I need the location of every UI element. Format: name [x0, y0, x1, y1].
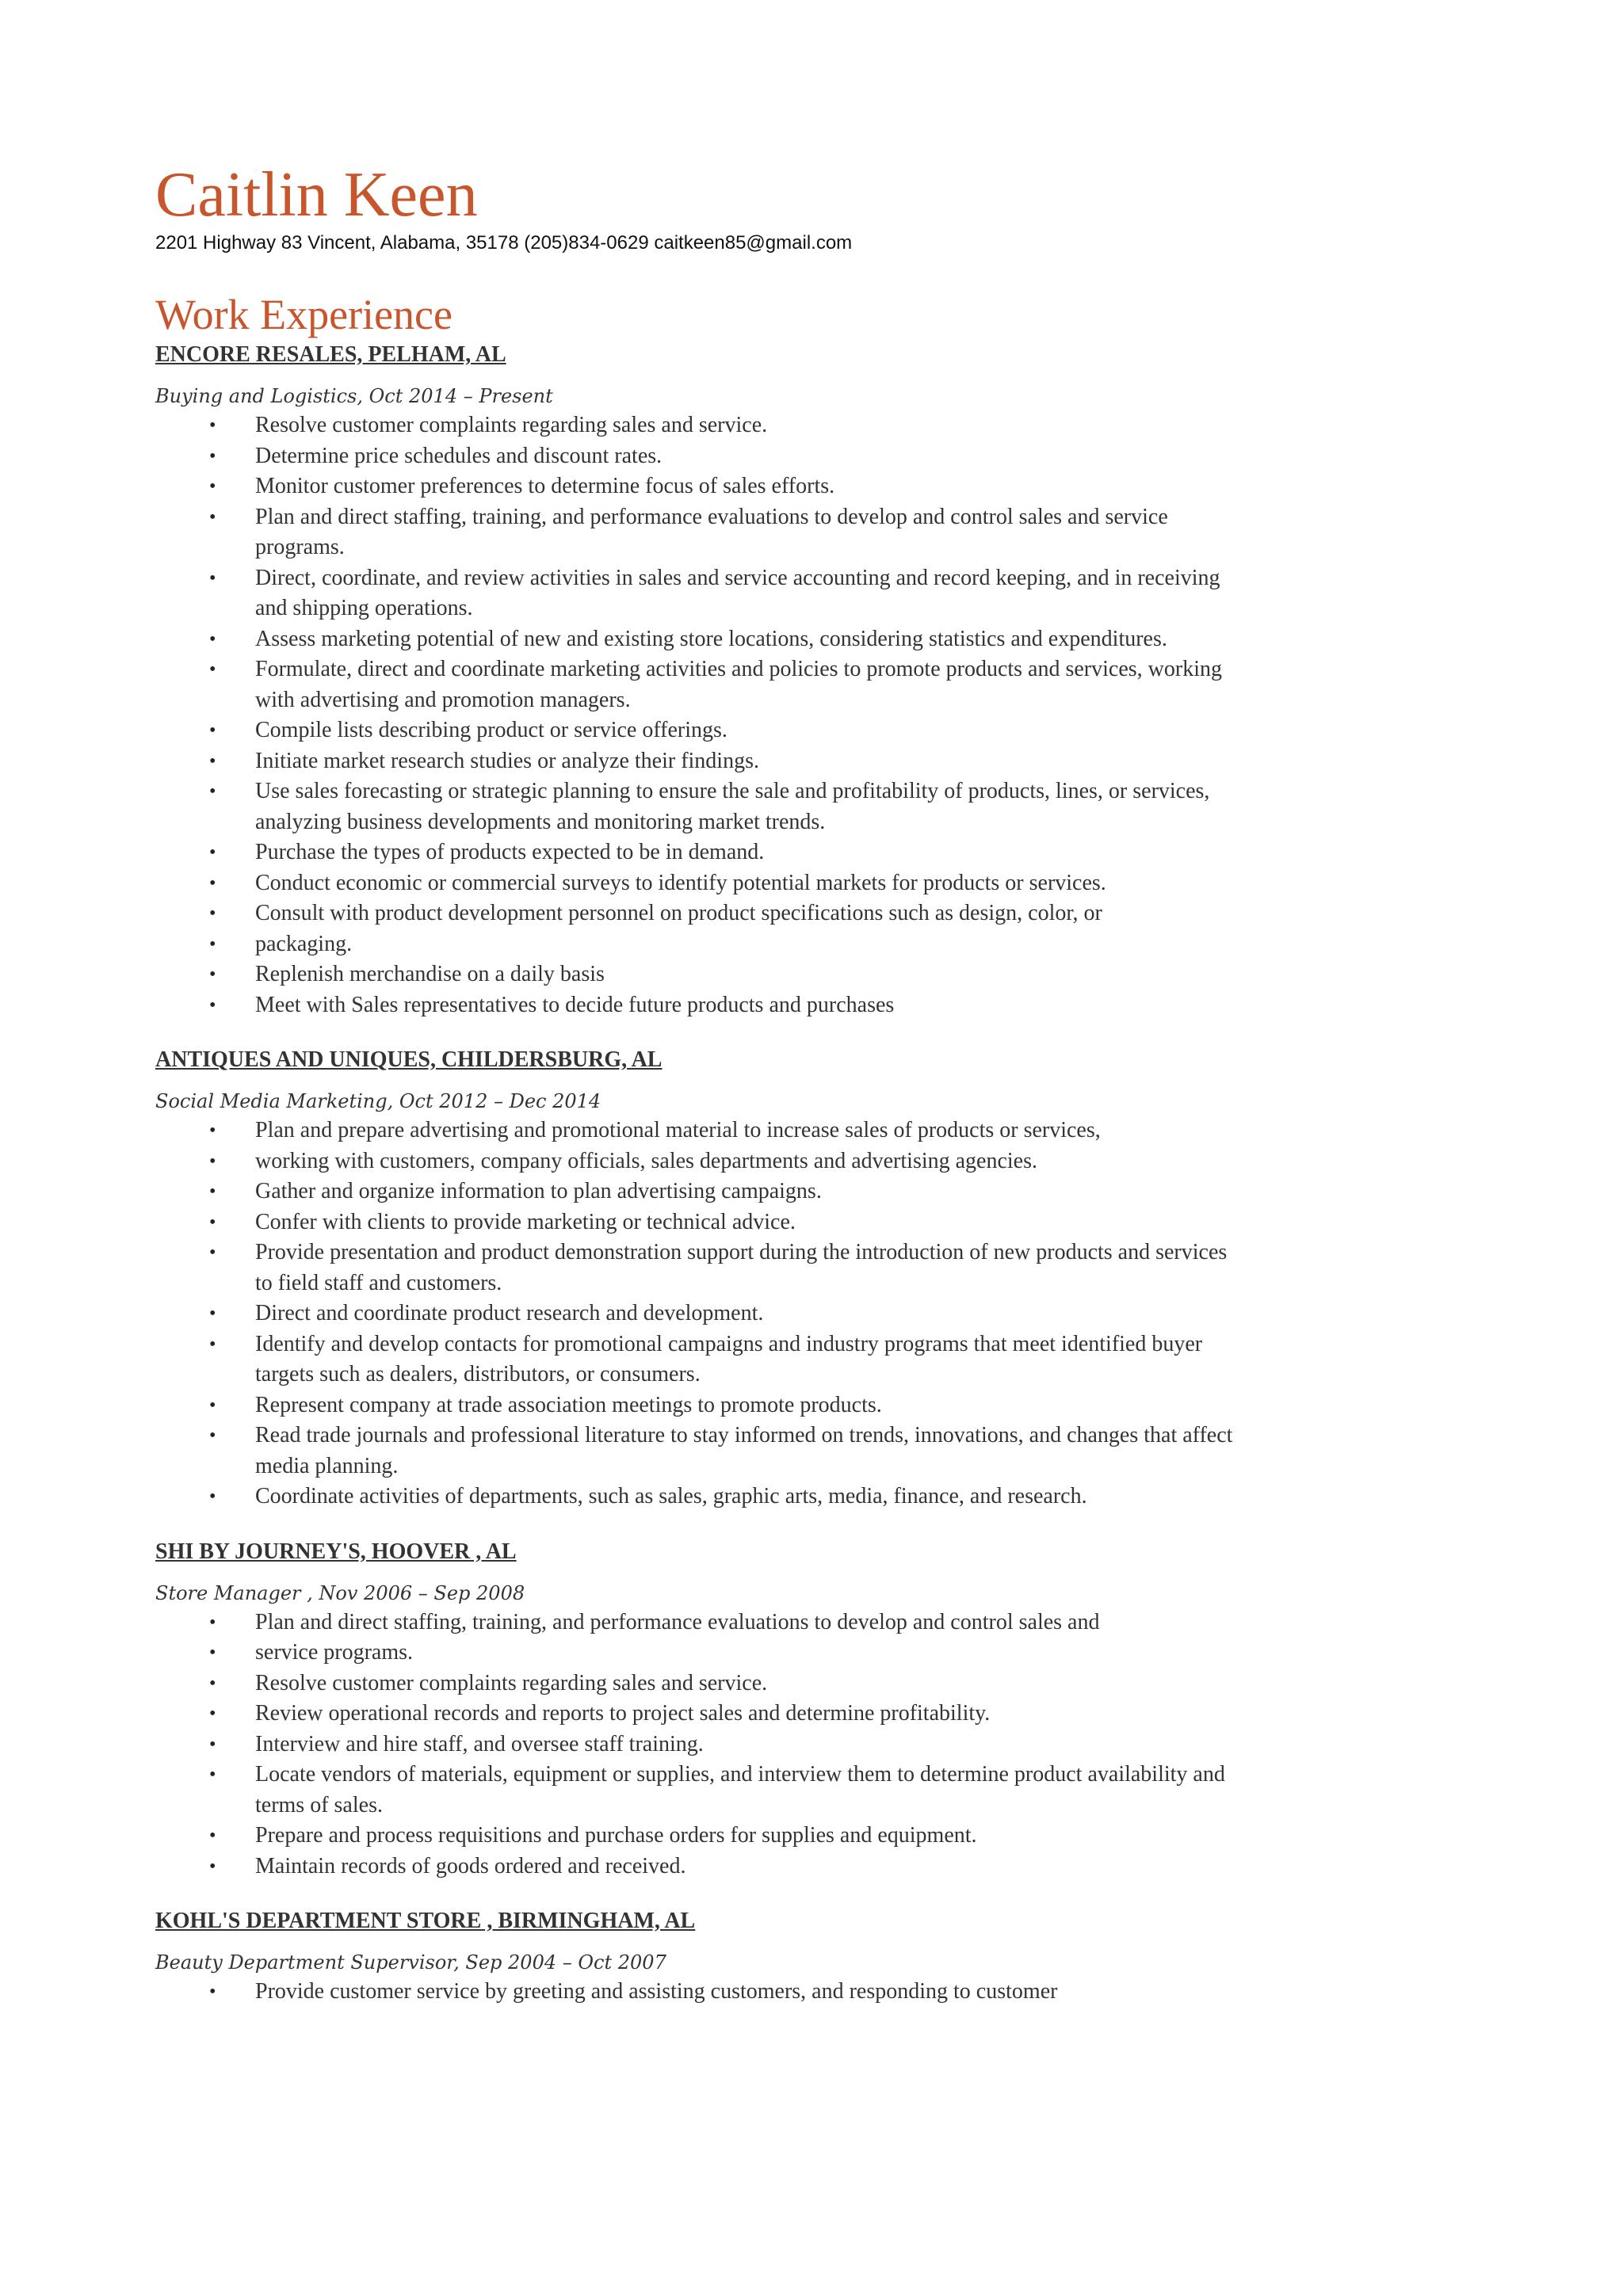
bullet-icon: • [209, 1394, 216, 1416]
duty-item [155, 1482, 1249, 1512]
duty-item [155, 502, 1249, 563]
bullet-icon: • [209, 1703, 216, 1724]
bullet-icon: • [209, 994, 216, 1016]
bullet-icon: • [209, 415, 216, 436]
section-title-work-experience: Work Experience [155, 291, 453, 338]
duty-text: Plan and direct staffing, training, and performance evaluations to develop and control sales and [255, 1609, 1100, 1634]
duty-item [155, 1760, 1249, 1821]
resume-page [155, 158, 1503, 2008]
duty-text: Meet with Sales representatives to decide future products and purchases [255, 992, 895, 1017]
duty-item [155, 776, 1249, 837]
bullet-icon: • [209, 1333, 216, 1355]
bullet-icon: • [209, 1642, 216, 1663]
duty-text: Initiate market research studies or analyze their findings. [255, 748, 759, 773]
duty-item [155, 1699, 1249, 1730]
duty-item [155, 746, 1249, 777]
bullet-icon: • [209, 659, 216, 680]
bullet-icon: • [209, 1733, 216, 1755]
duty-text: Conduct economic or commercial surveys to identify potential markets for products or services. [255, 870, 1106, 895]
duty-text: Purchase the types of products expected to be in demand. [255, 840, 765, 864]
bullet-icon: • [209, 628, 216, 650]
duty-item [155, 1207, 1249, 1238]
duty-item [155, 1821, 1249, 1852]
duty-item [155, 898, 1249, 929]
duty-text: Monitor customer preferences to determine focus of sales efforts. [255, 474, 835, 498]
duty-text: Plan and direct staffing, training, and performance evaluations to develop and control sales and service programs. [255, 504, 1168, 559]
bullet-icon: • [209, 567, 216, 589]
job-entry [155, 1536, 1503, 1882]
bullet-icon: • [209, 1981, 216, 2002]
job-company: ANTIQUES AND UNIQUES, CHILDERSBURG, AL [155, 1047, 663, 1072]
candidate-name: Caitlin Keen [155, 160, 478, 230]
duty-item [155, 1730, 1249, 1760]
bullet-icon: • [209, 1425, 216, 1446]
bullet-icon: • [209, 1181, 216, 1202]
job-role: Buying and Logistics, Oct 2014 – Present [155, 385, 553, 407]
duty-text: Locate vendors of materials, equipment or supplies, and interview them to determine product availability and terms of sales. [255, 1762, 1225, 1817]
duty-text: Replenish merchandise on a daily basis [255, 962, 605, 986]
duty-text: Use sales forecasting or strategic planning to ensure the sale and profitability of products, lines, or services, analyzing business developments and monitoring market trends. [255, 779, 1210, 834]
duty-text: Compile lists describing product or service offerings. [255, 718, 727, 742]
job-entry [155, 1044, 1503, 1512]
duty-text: Assess marketing potential of new and existing store locations, considering statistics and expenditures. [255, 626, 1167, 651]
duty-text: Maintain records of goods ordered and received. [255, 1853, 686, 1878]
duty-item [155, 441, 1249, 472]
contact-info: 2201 Highway 83 Vincent, Alabama, 35178 (205)834-0629 caitkeen85@gmail.com [155, 232, 853, 254]
duty-text: Resolve customer complaints regarding sales and service. [255, 1670, 768, 1695]
bullet-icon: • [209, 1855, 216, 1877]
duty-item [155, 410, 1249, 441]
duty-text: Gather and organize information to plan advertising campaigns. [255, 1179, 822, 1203]
bullet-icon: • [209, 476, 216, 497]
job-duties-list [155, 1977, 1249, 2008]
duty-item [155, 1116, 1249, 1146]
job-role: Beauty Department Supervisor, Sep 2004 – Oct 2007 [155, 1951, 666, 1974]
job-role: Social Media Marketing, Oct 2012 – Dec 2014 [155, 1090, 601, 1112]
duty-item [155, 990, 1249, 1021]
duty-item [155, 1638, 1249, 1669]
duty-text: Identify and develop contacts for promotional campaigns and industry programs that meet identified buyer targets such as dealers, distributors, or consumers. [255, 1331, 1203, 1386]
duty-item [155, 715, 1249, 746]
bullet-icon: • [209, 1150, 216, 1172]
duty-item [155, 1390, 1249, 1421]
bullet-icon: • [209, 1211, 216, 1233]
duty-item [155, 868, 1249, 899]
duty-item [155, 563, 1249, 624]
bullet-icon: • [209, 1764, 216, 1785]
jobs-list [155, 339, 1503, 2008]
duty-item [155, 1146, 1249, 1177]
duty-text: Provide customer service by greeting and assisting customers, and responding to customer [255, 1979, 1058, 2004]
duty-item [155, 471, 1249, 502]
duty-text: Coordinate activities of departments, such as sales, graphic arts, media, finance, and research. [255, 1484, 1087, 1508]
duty-text: Interview and hire staff, and oversee staff training. [255, 1731, 704, 1756]
duty-text: Consult with product development personnel on product specifications such as design, color, or [255, 901, 1102, 925]
duty-item [155, 654, 1249, 715]
duty-item [155, 959, 1249, 990]
job-duties-list [155, 410, 1249, 1020]
duty-item [155, 1238, 1249, 1299]
duty-text: Plan and prepare advertising and promotional material to increase sales of products or services, [255, 1118, 1101, 1142]
duty-text: working with customers, company officials, sales departments and advertising agencies. [255, 1148, 1037, 1173]
duty-text: Confer with clients to provide marketing or technical advice. [255, 1209, 796, 1234]
bullet-icon: • [209, 872, 216, 894]
bullet-icon: • [209, 1242, 216, 1263]
job-role: Store Manager , Nov 2006 – Sep 2008 [155, 1581, 525, 1604]
duty-item [155, 1608, 1249, 1638]
bullet-icon: • [209, 1486, 216, 1507]
job-company: ENCORE RESALES, PELHAM, AL [155, 342, 506, 367]
bullet-icon: • [209, 933, 216, 955]
duty-text: Resolve customer complaints regarding sales and service. [255, 413, 768, 437]
bullet-icon: • [209, 1303, 216, 1324]
duty-item [155, 1421, 1249, 1482]
job-company: KOHL'S DEPARTMENT STORE , BIRMINGHAM, AL [155, 1909, 696, 1933]
bullet-icon: • [209, 445, 216, 467]
duty-text: Direct and coordinate product research and development. [255, 1301, 764, 1325]
job-entry [155, 1905, 1503, 2008]
bullet-icon: • [209, 506, 216, 528]
job-entry [155, 339, 1503, 1020]
duty-item [155, 1329, 1249, 1390]
duty-item [155, 1977, 1249, 2008]
bullet-icon: • [209, 720, 216, 741]
bullet-icon: • [209, 781, 216, 802]
duty-text: Determine price schedules and discount rates. [255, 443, 663, 468]
duty-item [155, 837, 1249, 868]
job-duties-list [155, 1608, 1249, 1882]
duty-text: Read trade journals and professional literature to stay informed on trends, innovations, and changes that affect media planning. [255, 1423, 1233, 1478]
duty-text: Prepare and process requisitions and purchase orders for supplies and equipment. [255, 1823, 977, 1848]
duty-item [155, 1852, 1249, 1882]
bullet-icon: • [209, 964, 216, 985]
duty-item [155, 624, 1249, 655]
duty-text: packaging. [255, 931, 353, 956]
bullet-icon: • [209, 842, 216, 863]
duty-item [155, 1177, 1249, 1207]
job-company: SHI BY JOURNEY'S, HOOVER , AL [155, 1539, 517, 1564]
duty-item [155, 1299, 1249, 1329]
duty-item [155, 929, 1249, 960]
duty-text: Represent company at trade association meetings to promote products. [255, 1392, 882, 1417]
duty-item [155, 1669, 1249, 1699]
duty-text: Formulate, direct and coordinate marketing activities and policies to promote products and services, working with advertising and promotion managers. [255, 657, 1222, 712]
duty-text: service programs. [255, 1640, 414, 1665]
job-duties-list [155, 1116, 1249, 1512]
bullet-icon: • [209, 1825, 216, 1846]
duty-text: Review operational records and reports to project sales and determine profitability. [255, 1701, 991, 1726]
bullet-icon: • [209, 1120, 216, 1141]
duty-text: Provide presentation and product demonstration support during the introduction of new products and services to field staff and customers. [255, 1240, 1228, 1295]
duty-text: Direct, coordinate, and review activities in sales and service accounting and record keeping, and in receiving and shipping operations. [255, 565, 1220, 620]
bullet-icon: • [209, 750, 216, 772]
bullet-icon: • [209, 1611, 216, 1633]
bullet-icon: • [209, 903, 216, 924]
bullet-icon: • [209, 1672, 216, 1694]
